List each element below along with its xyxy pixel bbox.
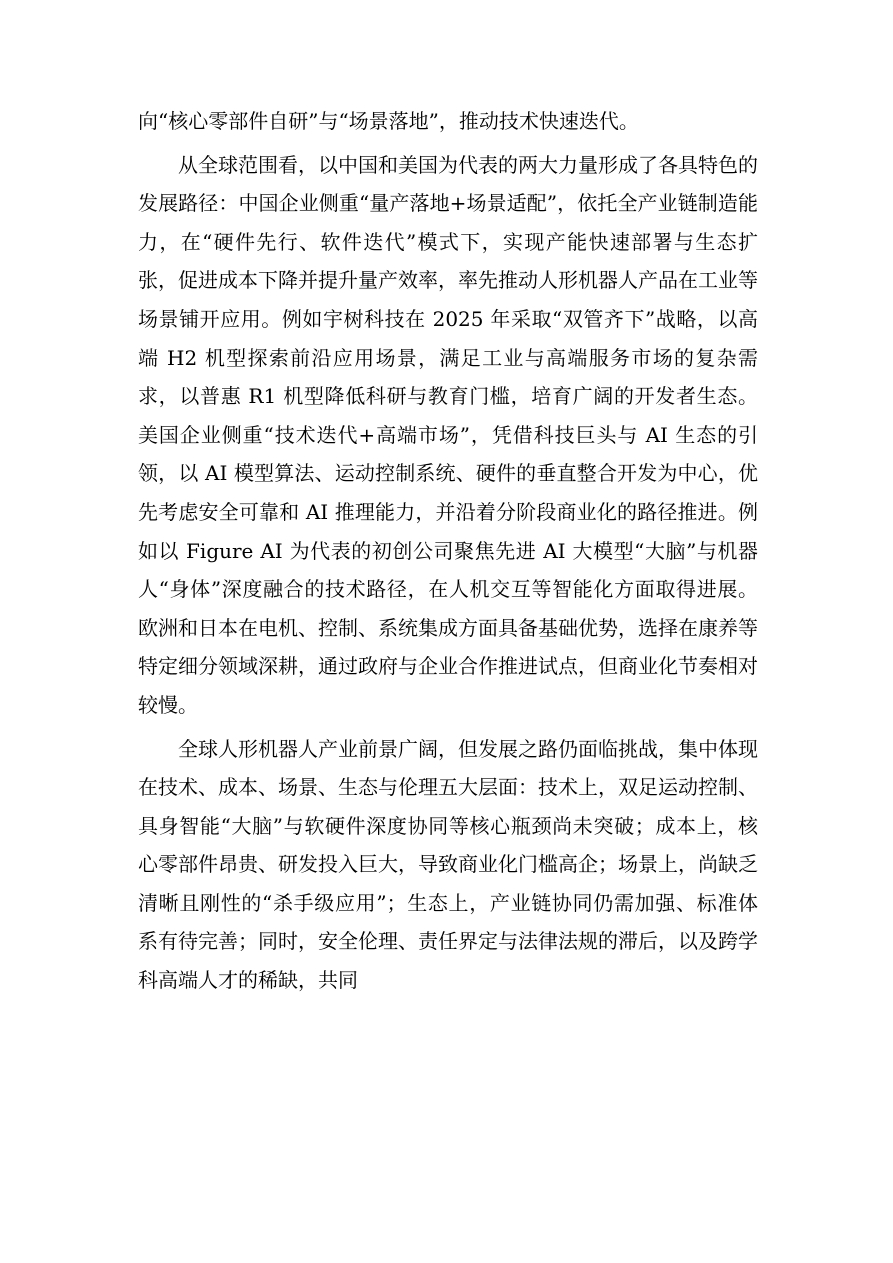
paragraph-continuation: 向“核心零部件自研”与“场景落地”，推动技术快速迭代。 (138, 109, 639, 133)
document-body (138, 102, 758, 1000)
paragraph-global-development-paths: 从全球范围看，以中国和美国为代表的两大力量形成了各具特色的发展路径：中国企业侧重“量产落地+场景适配”，依托全产业链制造能力，在“硬件先行、软件迭代”模式下，实现产能快速部署与生态扩张，促进成本下降并提升量产效率，率先推动人形机器人产品在工业等场景铺开应用。例如宇树科技在 2025 年采取“双管齐下”战略，以高端 H2 机型探索前沿应用场景，满足工业与高端服务市场的复杂需求，以普惠 R1 机型降低科研与教育门槛，培育广阔的开发者生态。美国企业侧重“技术迭代+高端市场”，凭借科技巨头与 AI 生态的引领，以 AI 模型算法、运动控制系统、硬件的垂直整合开发为中心，优先考虑安全可靠和 AI 推理能力，并沿着分阶段商业化的路径推进。例如以 Figure AI 为代表的初创公司聚焦先进 AI 大模型“大脑”与机器人“身体”深度融合的技术路径，在人机交互等智能化方面取得进展。欧洲和日本在电机、控制、系统集成方面具备基础优势，选择在康养等特定细分领域深耕，通过政府与企业合作推进试点，但商业化节奏相对较慢。 (138, 152, 758, 717)
paragraph-industry-challenges: 全球人形机器人产业前景广阔，但发展之路仍面临挑战，集中体现在技术、成本、场景、生态与伦理五大层面：技术上，双足运动控制、具身智能“大脑”与软硬件深度协同等核心瓶颈尚未突破；成本上，核心零部件昂贵、研发投入巨大，导致商业化门槛高企；场景上，尚缺乏清晰且刚性的“杀手级应用”；生态上，产业链协同仍需加强、标准体系有待完善；同时，安全伦理、责任界定与法律法规的滞后，以及跨学科高端人才的稀缺，共同 (138, 736, 758, 993)
